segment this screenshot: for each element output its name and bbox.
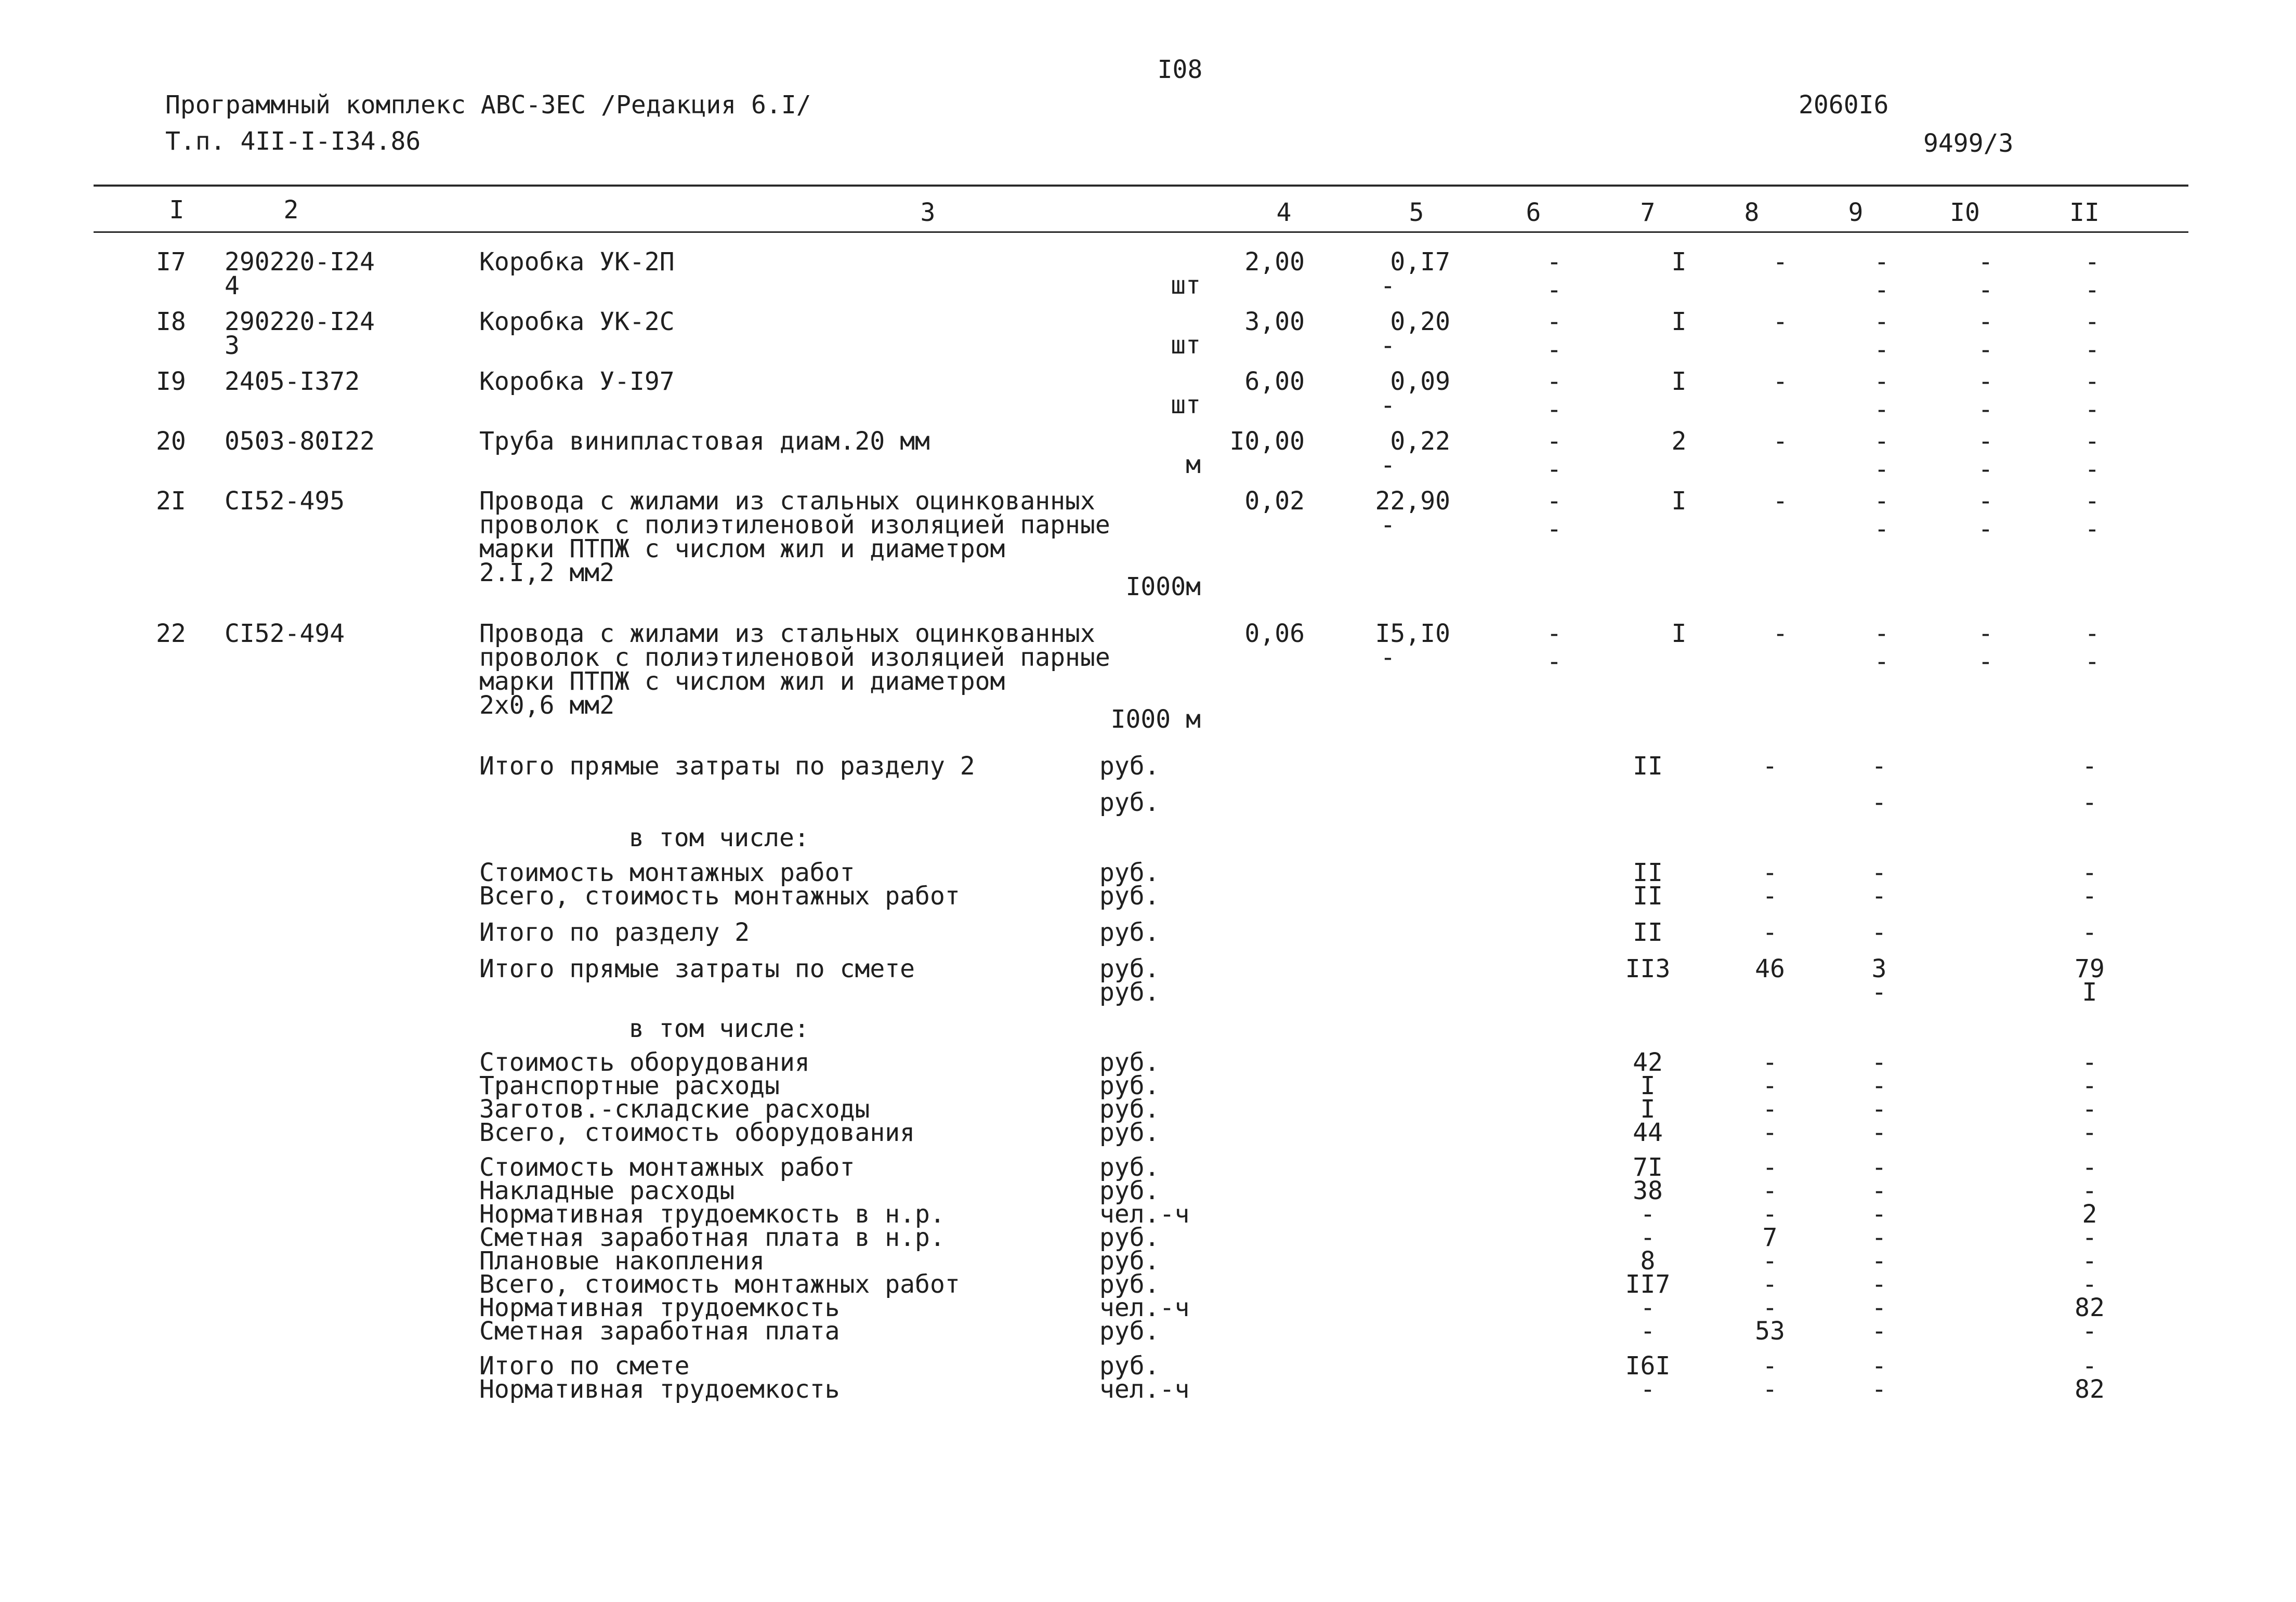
row-number: 22 bbox=[156, 619, 186, 648]
summary-col7: - bbox=[1640, 1200, 1656, 1229]
summary-unit: руб. bbox=[1099, 954, 1160, 983]
summary-col9: 3 bbox=[1871, 954, 1887, 983]
summary-unit: руб. bbox=[1099, 1270, 1160, 1299]
row-dash: - bbox=[1874, 395, 1890, 424]
column-header: 4 bbox=[1276, 198, 1292, 227]
summary-col8: - bbox=[1762, 1118, 1778, 1147]
summary-col11: - bbox=[2082, 1246, 2097, 1276]
row-dash: - bbox=[1546, 619, 1562, 648]
row-dash: - bbox=[1773, 427, 1788, 456]
summary-col9: - bbox=[1871, 978, 1887, 1007]
row-dash: - bbox=[1978, 307, 1993, 336]
row-dash: - bbox=[1874, 455, 1890, 484]
row-col7: 2 bbox=[1671, 427, 1687, 456]
row-dash: - bbox=[1978, 275, 1993, 305]
row-dash: - bbox=[2084, 455, 2100, 484]
summary-col7: 38 bbox=[1633, 1176, 1663, 1205]
summary-col11: - bbox=[2082, 1317, 2097, 1346]
row-dash: - bbox=[1874, 367, 1890, 396]
summary-col9: - bbox=[1871, 1200, 1887, 1229]
row-dash: - bbox=[1978, 427, 1993, 456]
row-code: 290220-I24 bbox=[225, 307, 375, 336]
row-dash: - bbox=[1773, 367, 1788, 396]
row-quantity: I0,00 bbox=[1229, 427, 1305, 456]
row-dash: - bbox=[1978, 455, 1993, 484]
summary-col11: 79 bbox=[2075, 954, 2105, 983]
row-dash: - bbox=[1546, 395, 1562, 424]
summary-unit: чел.-ч bbox=[1099, 1200, 1190, 1229]
row-dash: - bbox=[1978, 335, 1993, 364]
row-number: I7 bbox=[156, 247, 186, 277]
row-description: Коробка У-I97 bbox=[479, 367, 675, 396]
summary-col8: - bbox=[1762, 1200, 1778, 1229]
summary-col9: - bbox=[1871, 1153, 1887, 1182]
summary-unit: руб. bbox=[1099, 752, 1160, 781]
summary-label: Накладные расходы bbox=[479, 1176, 735, 1205]
row-number: 20 bbox=[156, 427, 186, 456]
summary-col7: II3 bbox=[1625, 954, 1671, 983]
summary-col8: - bbox=[1762, 918, 1778, 947]
column-header: I0 bbox=[1950, 198, 1980, 227]
row-dash: - bbox=[1380, 643, 1396, 672]
column-header: 7 bbox=[1640, 198, 1656, 227]
summary-label: Стоимость оборудования bbox=[479, 1048, 810, 1077]
column-header: II bbox=[2069, 198, 2100, 227]
summary-unit: руб. bbox=[1099, 788, 1160, 817]
row-dash: - bbox=[1380, 510, 1396, 540]
summary-col11: 2 bbox=[2082, 1200, 2097, 1229]
summary-label: Всего, стоимость монтажных работ bbox=[479, 1270, 960, 1299]
summary-unit: руб. bbox=[1099, 1071, 1160, 1100]
summary-label: Нормативная трудоемкость bbox=[479, 1293, 840, 1322]
row-col7: I bbox=[1671, 247, 1687, 277]
summary-col11: - bbox=[2082, 1176, 2097, 1205]
row-description: 2х0,6 мм2 bbox=[479, 691, 615, 720]
column-header: 6 bbox=[1526, 198, 1541, 227]
row-dash: - bbox=[1978, 515, 1993, 544]
summary-col7: II bbox=[1633, 918, 1663, 947]
summary-col8: 53 bbox=[1755, 1317, 1785, 1346]
summary-col8: - bbox=[1762, 1071, 1778, 1100]
row-dash: - bbox=[2084, 335, 2100, 364]
summary-col8: - bbox=[1762, 1375, 1778, 1404]
summary-label: Сметная заработная плата в н.р. bbox=[479, 1223, 945, 1252]
row-description: Провода с жилами из стальных оцинкованных bbox=[479, 487, 1095, 516]
row-dash: - bbox=[2084, 367, 2100, 396]
summary-col11: 82 bbox=[2075, 1375, 2105, 1404]
summary-col11: - bbox=[2082, 1095, 2097, 1124]
row-dash: - bbox=[1773, 487, 1788, 516]
summary-col8: - bbox=[1762, 1048, 1778, 1077]
row-dash: - bbox=[1874, 247, 1890, 277]
summary-unit: руб. bbox=[1099, 1351, 1160, 1381]
column-header: 5 bbox=[1409, 198, 1424, 227]
row-dash: - bbox=[2084, 247, 2100, 277]
row-price: 0,I7 bbox=[1390, 247, 1450, 277]
summary-label: Заготов.-складские расходы bbox=[479, 1095, 870, 1124]
summary-unit: руб. bbox=[1099, 918, 1160, 947]
summary-col9: - bbox=[1871, 1293, 1887, 1322]
summary-col8: - bbox=[1762, 1095, 1778, 1124]
row-price: I5,I0 bbox=[1375, 619, 1450, 648]
summary-col9: - bbox=[1871, 918, 1887, 947]
row-dash: - bbox=[2084, 307, 2100, 336]
summary-col11: 82 bbox=[2075, 1293, 2105, 1322]
row-price: 0,09 bbox=[1390, 367, 1450, 396]
row-quantity: 0,06 bbox=[1244, 619, 1305, 648]
summary-col11: - bbox=[2082, 1048, 2097, 1077]
row-quantity: 6,00 bbox=[1244, 367, 1305, 396]
row-dash: - bbox=[1978, 395, 1993, 424]
row-dash: - bbox=[1978, 487, 1993, 516]
row-description: Труба винипластовая диам.20 мм bbox=[479, 427, 930, 456]
summary-col8: - bbox=[1762, 1153, 1778, 1182]
summary-col7: I bbox=[1640, 1095, 1656, 1124]
row-dash: - bbox=[1546, 275, 1562, 305]
summary-col7: 42 bbox=[1633, 1048, 1663, 1077]
summary-col9: - bbox=[1871, 752, 1887, 781]
summary-col11: - bbox=[2082, 752, 2097, 781]
summary-col9: - bbox=[1871, 1048, 1887, 1077]
summary-unit: чел.-ч bbox=[1099, 1293, 1190, 1322]
summary-label: Стоимость монтажных работ bbox=[479, 1153, 855, 1182]
summary-col11: - bbox=[2082, 1118, 2097, 1147]
summary-col11: - bbox=[2082, 858, 2097, 887]
row-col7: I bbox=[1671, 367, 1687, 396]
row-dash: - bbox=[1874, 275, 1890, 305]
top-rule bbox=[94, 185, 2188, 187]
row-number: 2I bbox=[156, 487, 186, 516]
summary-col11: I bbox=[2082, 978, 2097, 1007]
column-header: I bbox=[169, 195, 185, 225]
summary-col7: II bbox=[1633, 858, 1663, 887]
project-ref: Т.п. 4II-I-I34.86 bbox=[165, 127, 421, 156]
row-dash: - bbox=[1546, 307, 1562, 336]
summary-col7: - bbox=[1640, 1223, 1656, 1252]
row-dash: - bbox=[2084, 395, 2100, 424]
row-dash: - bbox=[2084, 487, 2100, 516]
row-quantity: 0,02 bbox=[1244, 487, 1305, 516]
row-dash: - bbox=[1380, 391, 1396, 420]
row-quantity: 3,00 bbox=[1244, 307, 1305, 336]
summary-col9: - bbox=[1871, 1270, 1887, 1299]
summary-unit: руб. bbox=[1099, 1048, 1160, 1077]
summary-col8: - bbox=[1762, 752, 1778, 781]
summary-col8: - bbox=[1762, 1293, 1778, 1322]
summary-label: Итого прямые затраты по смете bbox=[479, 954, 915, 983]
summary-col9: - bbox=[1871, 858, 1887, 887]
summary-col9: - bbox=[1871, 1071, 1887, 1100]
summary-col11: - bbox=[2082, 1223, 2097, 1252]
column-header: 3 bbox=[920, 198, 936, 227]
summary-label: Плановые накопления bbox=[479, 1246, 765, 1276]
summary-label: Стоимость монтажных работ bbox=[479, 858, 855, 887]
row-col7: I bbox=[1671, 487, 1687, 516]
summary-col8: - bbox=[1762, 858, 1778, 887]
row-col7: I bbox=[1671, 619, 1687, 648]
row-unit: I000м bbox=[1125, 572, 1201, 601]
summary-col7: 8 bbox=[1640, 1246, 1656, 1276]
summary-unit: руб. bbox=[1099, 1095, 1160, 1124]
row-dash: - bbox=[1773, 307, 1788, 336]
summary-label: Нормативная трудоемкость в н.р. bbox=[479, 1200, 945, 1229]
summary-col8: - bbox=[1762, 1270, 1778, 1299]
row-dash: - bbox=[1773, 247, 1788, 277]
page-number: I08 bbox=[1157, 55, 1203, 84]
row-dash: - bbox=[1978, 247, 1993, 277]
row-number: I8 bbox=[156, 307, 186, 336]
row-dash: - bbox=[2084, 619, 2100, 648]
column-header: 2 bbox=[283, 195, 299, 225]
row-dash: - bbox=[1546, 367, 1562, 396]
row-dash: - bbox=[1874, 427, 1890, 456]
document-code: 2060I6 bbox=[1799, 90, 1889, 120]
row-description: Провода с жилами из стальных оцинкованных bbox=[479, 619, 1095, 648]
row-dash: - bbox=[1546, 247, 1562, 277]
summary-unit: руб. bbox=[1099, 1153, 1160, 1182]
summary-label: Транспортные расходы bbox=[479, 1071, 780, 1100]
summary-col8: - bbox=[1762, 1351, 1778, 1381]
row-number: I9 bbox=[156, 367, 186, 396]
row-dash: - bbox=[1874, 335, 1890, 364]
summary-unit: руб. bbox=[1099, 858, 1160, 887]
row-dash: - bbox=[1546, 455, 1562, 484]
program-title: Программный комплекс АВС-3ЕС /Редакция 6.I/ bbox=[165, 90, 811, 120]
document-number: 9499/3 bbox=[1923, 129, 2014, 158]
summary-col11: - bbox=[2082, 1071, 2097, 1100]
summary-col8: 46 bbox=[1755, 954, 1785, 983]
row-quantity: 2,00 bbox=[1244, 247, 1305, 277]
row-description: проволок с полиэтиленовой изоляцией парные bbox=[479, 510, 1110, 540]
summary-col7: 44 bbox=[1633, 1118, 1663, 1147]
row-dash: - bbox=[1978, 619, 1993, 648]
summary-col8: - bbox=[1762, 1246, 1778, 1276]
row-dash: - bbox=[1773, 619, 1788, 648]
summary-col7: II bbox=[1633, 752, 1663, 781]
row-dash: - bbox=[1546, 647, 1562, 676]
summary-col7: - bbox=[1640, 1317, 1656, 1346]
row-code: СI52-494 bbox=[225, 619, 345, 648]
row-dash: - bbox=[1380, 271, 1396, 300]
row-code: СI52-495 bbox=[225, 487, 345, 516]
summary-col7: - bbox=[1640, 1375, 1656, 1404]
row-description: Коробка УК-2П bbox=[479, 247, 675, 277]
row-dash: - bbox=[1978, 647, 1993, 676]
summary-col7: - bbox=[1640, 1293, 1656, 1322]
row-dash: - bbox=[1546, 427, 1562, 456]
row-dash: - bbox=[1546, 335, 1562, 364]
summary-col7: I6I bbox=[1625, 1351, 1671, 1381]
row-code: 0503-80I22 bbox=[225, 427, 375, 456]
summary-col11: - bbox=[2082, 1153, 2097, 1182]
summary-label: Всего, стоимость оборудования bbox=[479, 1118, 915, 1147]
summary-label: Итого прямые затраты по разделу 2 bbox=[479, 752, 975, 781]
summary-unit: руб. bbox=[1099, 1118, 1160, 1147]
row-dash: - bbox=[2084, 275, 2100, 305]
summary-col9: - bbox=[1871, 1118, 1887, 1147]
row-col7: I bbox=[1671, 307, 1687, 336]
row-price: 22,90 bbox=[1375, 487, 1450, 516]
row-code-suffix: 3 bbox=[225, 331, 240, 360]
row-dash: - bbox=[1546, 487, 1562, 516]
summary-col9: - bbox=[1871, 1317, 1887, 1346]
summary-label: Нормативная трудоемкость bbox=[479, 1375, 840, 1404]
summary-col9: - bbox=[1871, 788, 1887, 817]
column-header: 8 bbox=[1744, 198, 1760, 227]
row-dash: - bbox=[1380, 331, 1396, 360]
row-dash: - bbox=[2084, 647, 2100, 676]
row-dash: - bbox=[1380, 451, 1396, 480]
summary-unit: руб. bbox=[1099, 978, 1160, 1007]
summary-col8: - bbox=[1762, 1176, 1778, 1205]
summary-unit: руб. bbox=[1099, 1246, 1160, 1276]
row-unit: шт bbox=[1171, 390, 1201, 419]
summary-label: Итого по смете bbox=[479, 1351, 690, 1381]
row-unit: шт bbox=[1171, 271, 1201, 300]
row-dash: - bbox=[1874, 647, 1890, 676]
row-description: проволок с полиэтиленовой изоляцией парные bbox=[479, 643, 1110, 672]
summary-col9: - bbox=[1871, 1095, 1887, 1124]
summary-col9: - bbox=[1871, 1176, 1887, 1205]
row-description: марки ПТПЖ с числом жил и диаметром bbox=[479, 667, 1005, 696]
summary-col7: II7 bbox=[1625, 1270, 1671, 1299]
column-header: 9 bbox=[1848, 198, 1864, 227]
summary-col9: - bbox=[1871, 1351, 1887, 1381]
row-dash: - bbox=[2084, 427, 2100, 456]
summary-col11: - bbox=[2082, 918, 2097, 947]
summary-subheading: в том числе: bbox=[629, 1014, 809, 1043]
summary-col11: - bbox=[2082, 788, 2097, 817]
summary-col11: - bbox=[2082, 882, 2097, 911]
row-description: Коробка УК-2С bbox=[479, 307, 675, 336]
row-dash: - bbox=[1546, 515, 1562, 544]
summary-unit: руб. bbox=[1099, 1317, 1160, 1346]
summary-col11: - bbox=[2082, 1351, 2097, 1381]
summary-label: Всего, стоимость монтажных работ bbox=[479, 882, 960, 911]
row-dash: - bbox=[1874, 619, 1890, 648]
row-dash: - bbox=[2084, 515, 2100, 544]
summary-col7: 7I bbox=[1633, 1153, 1663, 1182]
row-unit: I000 м bbox=[1110, 705, 1201, 734]
summary-col9: - bbox=[1871, 882, 1887, 911]
row-code: 2405-I372 bbox=[225, 367, 360, 396]
row-dash: - bbox=[1874, 487, 1890, 516]
summary-unit: чел.-ч bbox=[1099, 1375, 1190, 1404]
summary-col9: - bbox=[1871, 1375, 1887, 1404]
row-dash: - bbox=[1874, 515, 1890, 544]
summary-unit: руб. bbox=[1099, 882, 1160, 911]
summary-unit: руб. bbox=[1099, 1176, 1160, 1205]
header-rule bbox=[94, 231, 2188, 233]
summary-subheading: в том числе: bbox=[629, 823, 809, 852]
summary-label: Итого по разделу 2 bbox=[479, 918, 750, 947]
summary-col11: - bbox=[2082, 1270, 2097, 1299]
summary-col8: - bbox=[1762, 882, 1778, 911]
row-price: 0,20 bbox=[1390, 307, 1450, 336]
summary-col7: I bbox=[1640, 1071, 1656, 1100]
row-price: 0,22 bbox=[1390, 427, 1450, 456]
summary-col9: - bbox=[1871, 1246, 1887, 1276]
row-dash: - bbox=[1978, 367, 1993, 396]
row-unit: шт bbox=[1171, 331, 1201, 360]
row-description: марки ПТПЖ с числом жил и диаметром bbox=[479, 534, 1005, 563]
row-description: 2.I,2 мм2 bbox=[479, 558, 615, 587]
row-code-suffix: 4 bbox=[225, 271, 240, 300]
row-dash: - bbox=[1874, 307, 1890, 336]
summary-label: Сметная заработная плата bbox=[479, 1317, 840, 1346]
row-code: 290220-I24 bbox=[225, 247, 375, 277]
summary-unit: руб. bbox=[1099, 1223, 1160, 1252]
summary-col9: - bbox=[1871, 1223, 1887, 1252]
summary-col7: II bbox=[1633, 882, 1663, 911]
row-unit: м bbox=[1186, 450, 1201, 479]
summary-col8: 7 bbox=[1762, 1223, 1778, 1252]
